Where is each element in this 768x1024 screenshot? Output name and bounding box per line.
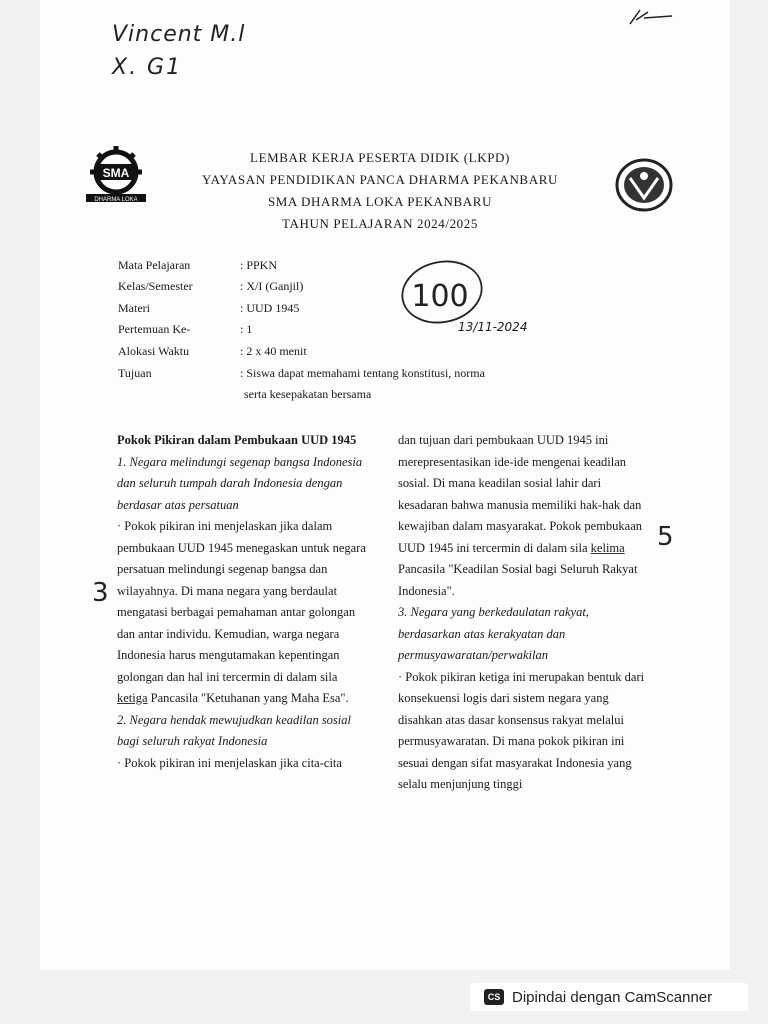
- point-2-body: dan tujuan dari pembukaan UUD 1945 ini merepresentasikan ide-ide mengenai keadilan sosial. Di mana keadilan sosial lahir dari kesadaran bahwa manusia memiliki hak-hak dan kewajiban dalam masyarakat. Pokok pembukaan UUD 1945 ini tercermin di dalam sila kelima Pancasila "Keadilan Sosial bagi Seluruh Rakyat Indonesia".: [398, 433, 643, 598]
- camscanner-icon: CS: [484, 989, 504, 1005]
- info-row: Mata Pelajaran : PPKN: [118, 258, 278, 272]
- margin-score-left: 3: [92, 578, 109, 608]
- score-circle: [396, 244, 496, 324]
- margin-score-right: 5: [657, 522, 674, 552]
- header-line-1: LEMBAR KERJA PESERTA DIDIK (LKPD): [250, 150, 510, 165]
- handwritten-name: Vincent M.l: [112, 22, 246, 47]
- camscanner-watermark: [470, 983, 748, 1011]
- info-row-continued: serta kesepakatan bersama: [244, 387, 372, 401]
- svg-text:100: 100: [411, 279, 469, 314]
- header-line-2: YAYASAN PENDIDIKAN PANCA DHARMA PEKANBARU: [202, 172, 558, 187]
- section-title: Pokok Pikiran dalam Pembukaan UUD 1945: [117, 433, 357, 447]
- info-row: Pertemuan Ke- : 1: [118, 322, 253, 336]
- info-row: Alokasi Waktu : 2 x 40 menit: [118, 344, 307, 358]
- right-column: [398, 430, 648, 796]
- point-3-body: · Pokok pikiran ketiga ini merupakan bentuk dari konsekuensi logis dari sistem negara yang disahkan atas dasar konsensus rakyat melalui permusyawaratan. Di mana pokok pikiran ini sesuai dengan sifat masyarakat Indonesia yang selalu menjunjung tinggi: [398, 669, 645, 791]
- camscanner-text: Dipindai dengan CamScanner: [512, 988, 713, 1006]
- svg-text:DHARMA LOKA: DHARMA LOKA: [94, 197, 138, 203]
- school-logo-icon: [82, 146, 150, 204]
- handwritten-date: 13/11-2024: [458, 320, 528, 334]
- info-row: Kelas/Semester : X/I (Ganjil): [118, 279, 304, 293]
- svg-text:SMA: SMA: [102, 166, 130, 180]
- handwritten-class: X. G1: [112, 55, 183, 80]
- point-2-body-start: · Pokok pikiran ini menjelaskan jika cita-cita: [117, 755, 342, 770]
- header-line-3: SMA DHARMA LOKA PEKANBARU: [267, 194, 493, 209]
- point-1-heading: 1. Negara melindungi segenap bangsa Indonesia dan seluruh tumpah darah Indonesia dengan berdasar atas persatuan: [117, 454, 363, 512]
- left-column: [117, 430, 367, 774]
- foundation-emblem-icon: [615, 158, 673, 212]
- header-line-4: TAHUN PELAJARAN 2024/2025: [282, 216, 478, 231]
- point-2-heading: 2. Negara hendak mewujudkan keadilan sosial bagi seluruh rakyat Indonesia: [117, 712, 351, 748]
- point-3-heading: 3. Negara yang berkedaulatan rakyat, berdasarkan atas kerakyatan dan permusyawaratan/perwakilan: [398, 605, 589, 662]
- point-1-body: · Pokok pikiran ini menjelaskan jika dalam pembukaan UUD 1945 menegaskan untuk negara persatuan melindungi segenap bangsa dan wilayahnya. Di mana negara yang berdaulat mengatasi berbagai pemahaman antar golongan dan antar individu. Kemudian, warga negara Indonesia harus mengutamakan kepentingan golongan dan hal ini tercermin di dalam sila ketiga Pancasila "Ketuhanan yang Maha Esa".: [117, 519, 366, 705]
- info-row: Materi : UUD 1945: [118, 301, 300, 315]
- check-mark-icon: [626, 6, 676, 30]
- info-row: Tujuan : Siswa dapat memahami tentang konstitusi, norma: [118, 366, 485, 380]
